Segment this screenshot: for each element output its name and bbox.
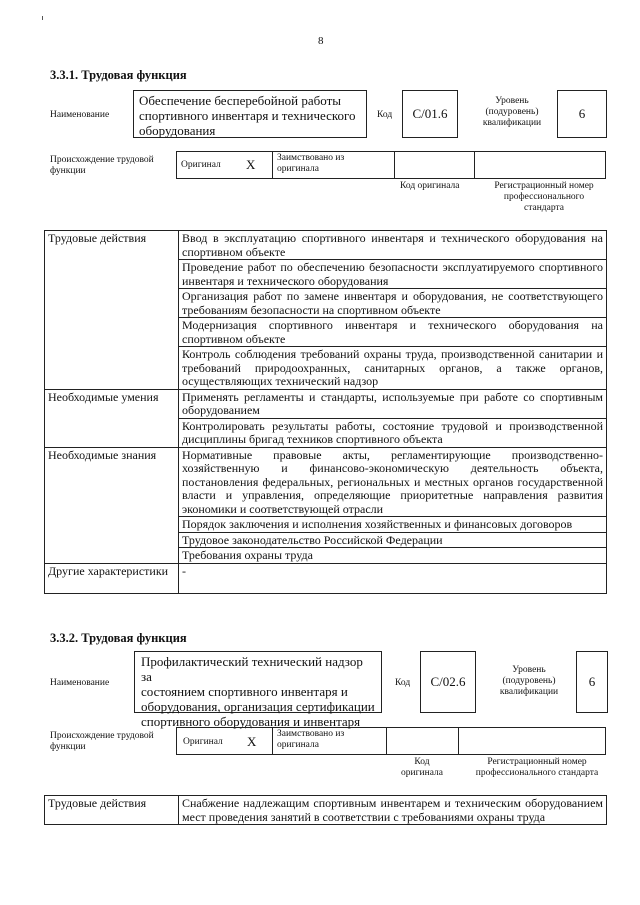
- level-value-2: 6: [576, 651, 608, 713]
- section-heading-2: 3.3.2. Трудовая функция: [50, 631, 187, 645]
- table-cell: Нормативные правовые акты, регламентирующие производственно-хозяйственную и финансово-экономическую деятельность объекта, постановления федеральных, региональных и местных органов государственной власти и управления, определяющие приоритетные направления развития экономики и соответствующей отрасли: [179, 447, 607, 517]
- code-label-1: Код: [377, 110, 393, 120]
- table-cell: Проведение работ по обеспечению безопасности эксплуатируемого спортивного инвентаря и технического оборудования: [179, 260, 607, 289]
- level-label-line: (подуровень): [502, 676, 556, 686]
- row-label-skills: Необходимые умения: [45, 389, 179, 447]
- section-heading-1: 3.3.1. Трудовая функция: [50, 68, 187, 82]
- table-cell: Применять регламенты и стандарты, используемые при работе со спортивным оборудованием: [179, 389, 607, 418]
- table-cell: Порядок заключения и исполнения хозяйственных и финансовых договоров: [179, 517, 607, 533]
- origin-table-2: [176, 727, 606, 755]
- borrowed-label-line: Заимствовано из: [277, 729, 345, 739]
- reg-caption-line: стандарта: [524, 203, 564, 213]
- table-cell: Ввод в эксплуатацию спортивного инвентаря и технического оборудования на спортивном объекте: [179, 231, 607, 260]
- level-label-2: [486, 665, 572, 698]
- original-label-2: Оригинал: [183, 737, 223, 747]
- table-cell: -: [179, 563, 607, 593]
- code-original-caption-1: Код оригинала: [400, 181, 460, 191]
- borrowed-label-line: Заимствовано из: [277, 153, 345, 163]
- reg-caption-line: профессионального: [503, 192, 585, 202]
- function-name-box-1: [133, 90, 367, 138]
- origin-label-1: [50, 155, 154, 177]
- table-row: [45, 447, 607, 517]
- function-name-line: состоянием спортивного инвентаря и: [141, 684, 348, 699]
- table-row: [45, 389, 607, 418]
- table-cell: Контролировать результаты работы, состояние трудовой и производственной дисциплины бригад техников спортивного объекта: [179, 418, 607, 447]
- level-label-line: Уровень: [495, 96, 529, 106]
- function-name-line: оборудования, организация сертификации: [141, 699, 375, 714]
- borrowed-label-2: [277, 729, 344, 751]
- name-label-2: Наименование: [50, 678, 110, 688]
- borrowed-label-line: оригинала: [277, 164, 319, 174]
- origin-label-line: Происхождение трудовой: [50, 155, 154, 165]
- table-cell: Снабжение надлежащим спортивным инвентарем и техническим оборудованием мест проведения занятий в соответствии с требованиями охраны труда: [179, 796, 607, 825]
- table-cell: Трудовое законодательство Российской Федерации: [179, 532, 607, 548]
- reg-number-caption-1: [478, 181, 610, 214]
- level-label-line: квалификации: [499, 687, 559, 697]
- code-value-2: С/02.6: [420, 651, 476, 713]
- reg-caption-line: Регистрационный номер: [494, 181, 594, 191]
- scan-mark: [42, 16, 43, 20]
- table-row: [45, 231, 607, 260]
- table-cell: Требования охраны труда: [179, 548, 607, 564]
- reg-number-caption-2: [462, 757, 612, 779]
- function-name-line: оборудования: [139, 123, 216, 138]
- table-row: [45, 563, 607, 593]
- name-label-1: Наименование: [50, 110, 110, 120]
- row-label-actions: Трудовые действия: [45, 796, 179, 825]
- level-label-line: квалификации: [482, 118, 542, 128]
- page-number: 8: [318, 35, 324, 47]
- borrowed-label-line: оригинала: [277, 740, 319, 750]
- code-label-2: Код: [395, 678, 411, 688]
- level-value-1: 6: [557, 90, 607, 138]
- function-table-2: [44, 795, 607, 825]
- level-label-line: (подуровень): [485, 107, 539, 117]
- level-label-line: Уровень: [512, 665, 546, 675]
- table-cell: Организация работ по замене инвентаря и оборудования, не соответствующего требованиям безопасности на спортивном объекте: [179, 289, 607, 318]
- row-label-knowledge: Необходимые знания: [45, 447, 179, 563]
- table-cell: Модернизация спортивного инвентаря и технического оборудования на спортивном объекте: [179, 318, 607, 347]
- origin-label-line: функции: [50, 166, 86, 176]
- origin-label-line: Происхождение трудовой: [50, 731, 154, 741]
- row-label-other: Другие характеристики: [45, 563, 179, 593]
- row-label-actions: Трудовые действия: [45, 231, 179, 390]
- function-name-line: Профилактический технический надзор за: [141, 654, 363, 684]
- origin-table-1: [176, 151, 606, 179]
- original-label-1: Оригинал: [181, 160, 221, 170]
- reg-caption-line: Регистрационный номер: [487, 757, 587, 767]
- function-name-line: спортивного оборудования и инвентаря: [141, 714, 361, 729]
- origin-label-2: [50, 731, 154, 753]
- borrowed-label-1: [277, 153, 344, 175]
- code-value-1: С/01.6: [402, 90, 458, 138]
- table-row: [45, 796, 607, 825]
- function-name-line: Обеспечение бесперебойной работы: [139, 93, 342, 108]
- code-caption-line: оригинала: [401, 768, 443, 778]
- original-mark-2: X: [247, 734, 257, 749]
- origin-label-line: функции: [50, 742, 86, 752]
- level-label-1: [470, 96, 554, 129]
- function-table-1: [44, 230, 607, 594]
- function-name-box-2: [134, 651, 382, 729]
- function-name-line: спортивного инвентаря и технического: [139, 108, 356, 123]
- table-cell: Контроль соблюдения требований охраны труда, производственной санитарии и требований природоохранных, санитарных органов, а также органов, осуществляющих технический надзор: [179, 347, 607, 390]
- code-original-caption-2: [390, 757, 454, 779]
- reg-caption-line: профессионального стандарта: [475, 768, 599, 778]
- code-caption-line: Код: [414, 757, 430, 767]
- original-mark-1: X: [246, 157, 256, 172]
